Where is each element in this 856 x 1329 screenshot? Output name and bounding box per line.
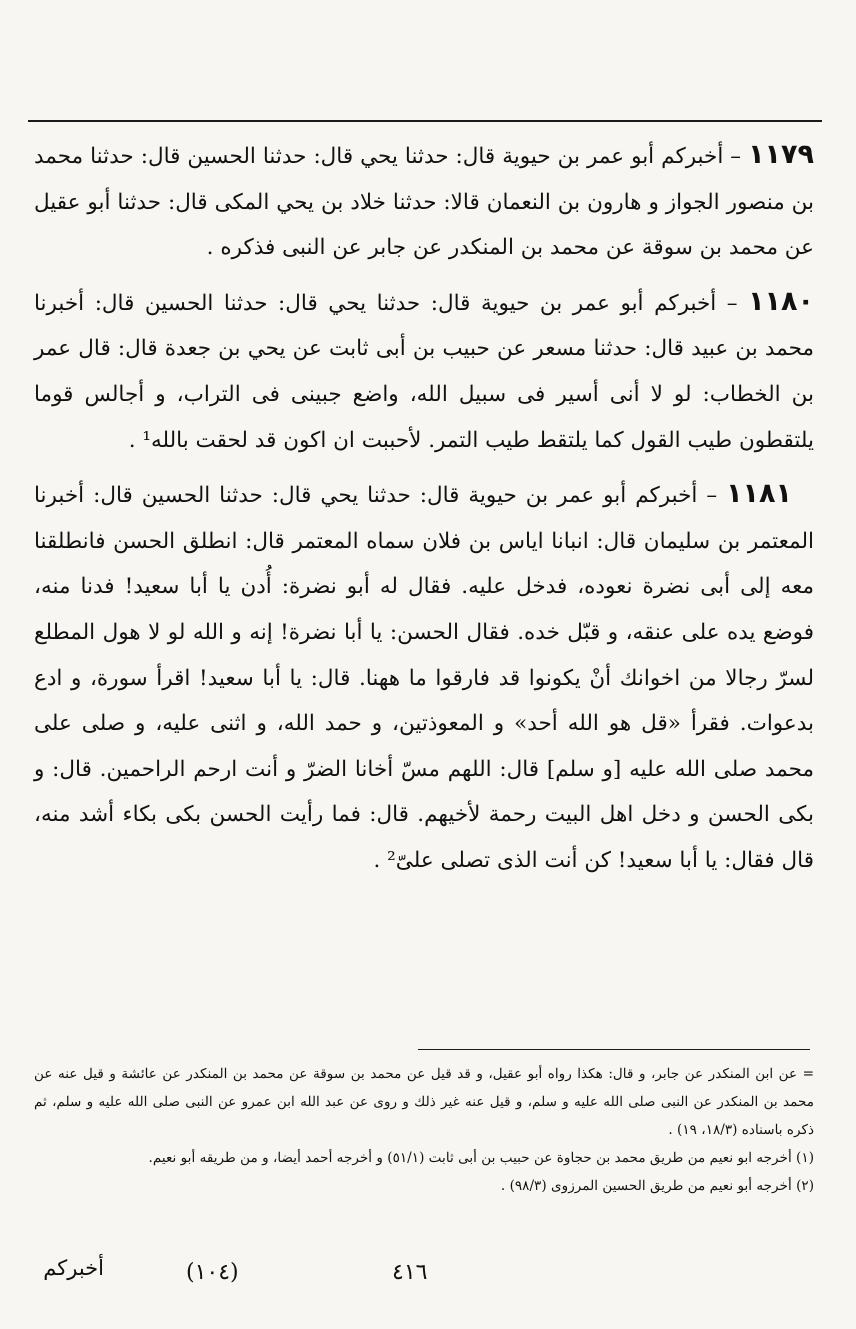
hadith-entry-1180 xyxy=(34,279,814,463)
main-text xyxy=(34,132,814,892)
hadith-entry-1179 xyxy=(34,132,814,271)
footnote-continuation: = عن ابن المنكدر عن جابر، و قال: هكذا رواه أبو عقيل، و قد قيل عن محمد بن سوقة عن محمد بن المنكدر عن عائشة و قيل عنه عن محمد بن المنكدر عن النبى صلى الله عليه و سلم، و قيل عنه غير ذلك و روى عن عبد الله ابن عمرو عن النبى صلى الله عليه و سلم، ثم ذكره باسناده (١٨/٣، ١٩) . xyxy=(34,1066,814,1138)
entry-text: – أخبركم أبو عمر بن حيوية قال: حدثنا يحي قال: حدثنا الحسين قال: أخبرنا المعتمر بن سليمان قال: انبانا اياس بن فلان سماه المعتمر قال: انطلق الحسن فانطلقنا معه إلى أبى نضرة نعوده، فدخل عليه. فقال له أبو نضرة: أُدن يا أبا سعيد! فدنا منه، فوضع يده على عنقه، و قبّل خده. فقال الحسن: يا أبا نضرة! إنه و الله لو لا هول المطلع لسرّ رجالا من اخوانك أنْ يكونوا قد فارقوا ما ههنا. قال: يا أبا سعيد! اقرأ سورة، و ادع بدعوات. فقرأ «قل هو الله أحد» و المعوذتين، و حمد الله، و اثنى عليه، و صلى على محمد صلى الله عليه [و سلم] قال: اللهم مسّ أخانا الضرّ و أنت ارحم الراحمين. قال: و بكى الحسن و دخل اهل البيت رحمة لأخيهم. قال: فما رأيت الحسن بكى بكاء أشد منه، قال فقال: يا أبا سعيد! كن أنت الذى تصلى علىّ² . xyxy=(34,483,814,873)
entry-number: ١١٨١ xyxy=(726,478,792,510)
page-number: ٤١٦ xyxy=(392,1260,428,1285)
top-rule xyxy=(28,120,822,122)
hadith-entry-1181 xyxy=(34,471,814,883)
entry-number: ١١٨٠ xyxy=(748,285,814,317)
entry-text: – أخبركم أبو عمر بن حيوية قال: حدثنا يحي قال: حدثنا الحسين قال: أخبرنا محمد بن عبيد قال: حدثنا مسعر عن حبيب بن أبى ثابت عن يحي بن جعدة قال: قال عمر بن الخطاب: لو لا أنى أسير فى سبيل الله، واضع جبينى فى التراب، و أجالس قوما يلتقطون طيب القول كما يلتقط طيب التمر. لأحببت ان اكون قد لحقت بالله¹ . xyxy=(34,290,814,453)
sequence-number: (١٠٤) xyxy=(186,1260,239,1285)
footnote-rule xyxy=(418,1049,810,1050)
entry-number: ١١٧٩ xyxy=(748,139,814,170)
footnote-1: (١) أخرجه ابو نعيم من طريق محمد بن حجاوة عن حبيب بن أبى ثابت (٥١/١) و أخرجه أحمد أيضا، و من طريقه أبو نعيم. xyxy=(148,1150,814,1166)
footnote-2: (٢) أخرجه أبو نعيم من طريق الحسين المرزوى (٩٨/٣) . xyxy=(500,1178,814,1194)
footnotes xyxy=(34,1060,814,1200)
page-footer xyxy=(0,1256,856,1296)
entry-text: – أخبركم أبو عمر بن حيوية قال: حدثنا يحي قال: حدثنا الحسين قال: حدثنا محمد بن منصور الجواز و هارون بن النعمان قالا: حدثنا خلاد بن يحي المكى قال: حدثنا أبو عقيل عن محمد بن سوقة عن محمد بن المنكدر عن جابر عن النبى فذكره . xyxy=(34,144,814,261)
catchword: أخبركم xyxy=(43,1256,104,1280)
